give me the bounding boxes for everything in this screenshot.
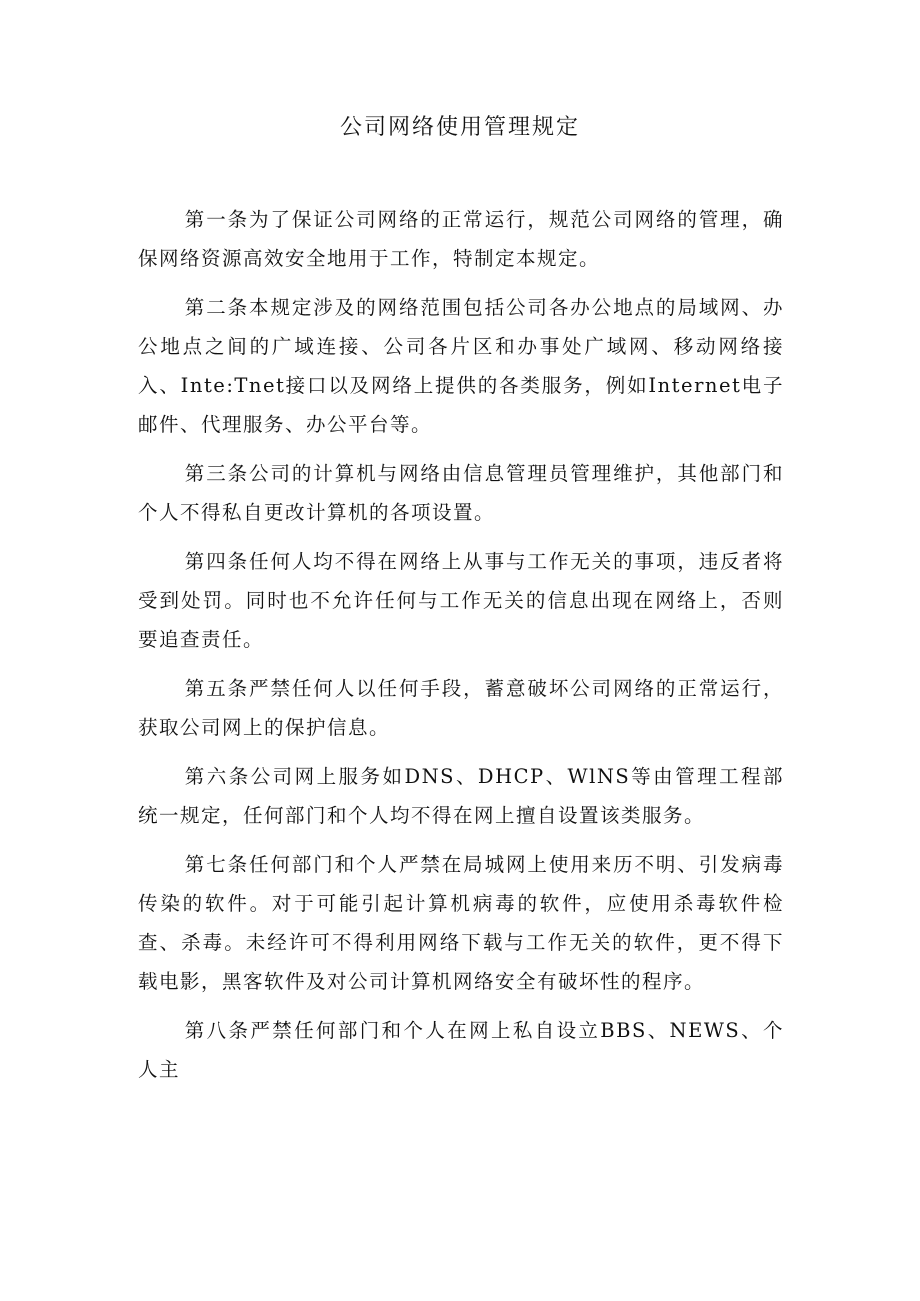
- article-5-paragraph: 第五条严禁任何人以任何手段，蓄意破坏公司网络的正常运行，获取公司网上的保护信息。: [138, 677, 784, 739]
- article-4-paragraph: 第四条任何人均不得在网络上从事与工作无关的事项，违反者将受到处罚。同时也不允许任何与工作无关的信息出现在网络上，否则要追查责任。: [138, 550, 784, 651]
- article-1-paragraph: 第一条为了保证公司网络的正常运行，规范公司网络的管理，确保网络资源高效安全地用于工作，特制定本规定。: [138, 208, 784, 270]
- article-6-paragraph: 第六条公司网上服务如DNS、DHCP、WlNS等由管理工程部统一规定，任何部门和个人均不得在网上擅自设置该类服务。: [138, 765, 784, 827]
- document-body: [138, 200, 784, 1099]
- article-2-paragraph: 第二条本规定涉及的网络范围包括公司各办公地点的局域网、办公地点之间的广域连接、公司各片区和办事处广域网、移动网络接入、Inte:Tnet接口以及网络上提供的各类服务，例如Internet电子邮件、代理服务、办公平台等。: [138, 296, 784, 436]
- article-7-paragraph: 第七条任何部门和个人严禁在局城网上使用来历不明、引发病毒传染的软件。对于可能引起计算机病毒的软件，应使用杀毒软件检查、杀毒。未经许可不得利用网络下载与工作无关的软件，更不得下载电影，黑客软件及对公司计算机网络安全有破坏性的程序。: [138, 853, 784, 993]
- article-3-paragraph: 第三条公司的计算机与网络由信息管理员管理维护，其他部门和个人不得私自更改计算机的各项设置。: [138, 462, 784, 524]
- document-title: 公司网络使用管理规定: [339, 115, 580, 140]
- article-8-paragraph: 第八条严禁任何部门和个人在网上私自设立BBS、NEWS、个人主: [138, 1019, 784, 1081]
